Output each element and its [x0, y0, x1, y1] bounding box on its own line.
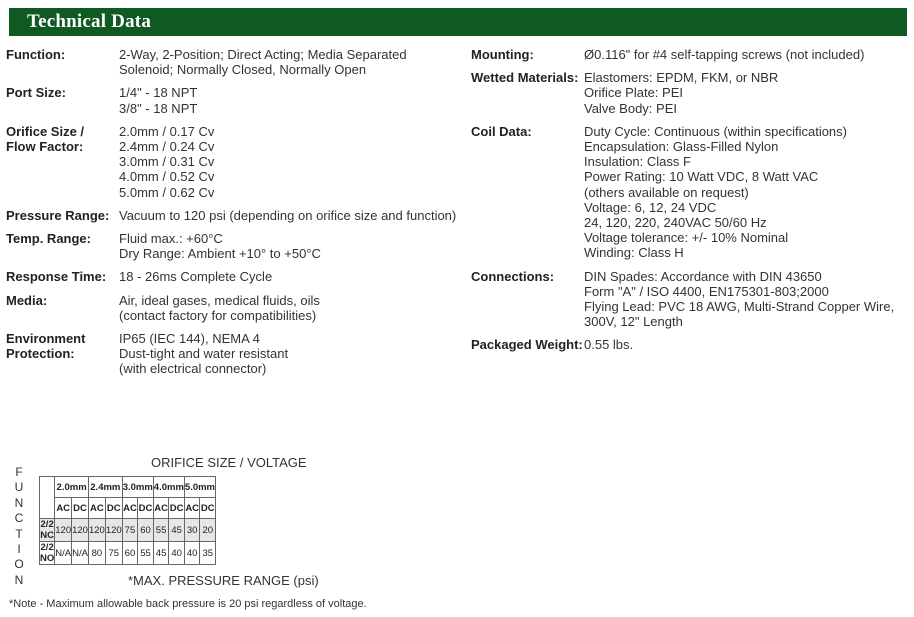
voltage-header: DC — [72, 498, 89, 519]
voltage-header: DC — [138, 498, 154, 519]
voltage-header: DC — [169, 498, 185, 519]
table-row — [40, 542, 216, 565]
spec-value-line: Orifice Plate: PEI — [584, 85, 683, 101]
spec-value-line: Valve Body: PEI — [584, 100, 677, 116]
pressure-value-cell: N/A — [55, 542, 72, 565]
spec-value-line: 0.55 lbs. — [584, 337, 634, 353]
spec-label — [6, 124, 119, 200]
spec-value-line: Dry Range: Ambient +10° to +50°C — [119, 246, 321, 262]
orifice-size-header: 2.0mm — [55, 477, 89, 498]
spec-value — [119, 331, 288, 377]
spec-value-line: (others available on request) — [584, 184, 749, 200]
spec-value-line: Voltage: 6, 12, 24 VDC — [584, 199, 717, 215]
function-letter: N — [14, 495, 24, 510]
orifice-size-header: 5.0mm — [184, 477, 215, 498]
table-corner-cell — [40, 477, 55, 519]
spec-value-line: 1/4" - 18 NPT — [119, 85, 198, 101]
pressure-value-cell: 120 — [88, 519, 105, 542]
pressure-value-cell: 75 — [122, 519, 138, 542]
spec-value — [584, 124, 847, 261]
spec-row — [6, 85, 461, 115]
pressure-value-cell: 120 — [105, 519, 122, 542]
function-letter: U — [14, 480, 24, 495]
spec-row — [6, 124, 461, 200]
voltage-header: AC — [88, 498, 105, 519]
spec-value-line: Vacuum to 120 psi (depending on orifice size and function) — [119, 207, 457, 223]
spec-value — [119, 47, 407, 77]
voltage-header: AC — [55, 498, 72, 519]
spec-row — [471, 337, 911, 352]
table-title: ORIFICE SIZE / VOLTAGE — [151, 455, 307, 470]
spec-label: Packaged Weight: — [471, 337, 583, 353]
spec-row — [6, 47, 461, 77]
spec-label: Function: — [6, 47, 66, 62]
spec-value — [119, 269, 272, 284]
spec-label: Temp. Range: — [6, 231, 91, 247]
spec-label: Coil Data: — [471, 123, 532, 139]
spec-value-line: 4.0mm / 0.52 Cv — [119, 169, 215, 185]
function-side-label — [13, 465, 25, 588]
spec-label: Connections: — [471, 268, 555, 284]
spec-column-right — [471, 47, 911, 361]
orifice-size-header: 2.4mm — [88, 477, 122, 498]
pressure-value-cell: N/A — [72, 542, 89, 565]
spec-row — [6, 231, 461, 261]
spec-label: Wetted Materials: — [471, 70, 579, 86]
function-letter: F — [15, 465, 23, 479]
spec-value-line: Form "A" / ISO 4400, EN175301-803;2000 — [584, 283, 829, 299]
function-letter: I — [17, 542, 21, 557]
spec-value-line: Encapsulation: Glass-Filled Nylon — [584, 139, 779, 155]
pressure-table — [39, 476, 216, 565]
spec-value-line: IP65 (IEC 144), NEMA 4 — [119, 331, 260, 347]
function-letter: O — [14, 557, 24, 572]
spec-label — [6, 331, 119, 377]
spec-value-line: Flying Lead: PVC 18 AWG, Multi-Strand Copper Wire, — [584, 299, 895, 315]
spec-value — [584, 269, 894, 330]
spec-value — [119, 85, 197, 115]
pressure-value-cell: 80 — [88, 542, 105, 565]
spec-value-line: Solenoid; Normally Closed, Normally Open — [119, 62, 367, 78]
spec-row — [471, 269, 911, 330]
spec-row — [6, 269, 461, 284]
spec-value-line: 5.0mm / 0.62 Cv — [119, 184, 215, 200]
spec-value — [584, 337, 633, 352]
function-label: 2/2 NC — [40, 519, 54, 541]
spec-value-line: 300V, 12" Length — [584, 314, 683, 330]
pressure-value-cell: 55 — [138, 542, 154, 565]
spec-value — [119, 293, 320, 323]
voltage-header: DC — [200, 498, 216, 519]
spec-value-line: 2.4mm / 0.24 Cv — [119, 139, 215, 155]
spec-label-line: Protection: — [6, 346, 75, 362]
spec-column-left — [6, 47, 461, 385]
pressure-value-cell: 40 — [184, 542, 200, 565]
spec-value-line: Power Rating: 10 Watt VDC, 8 Watt VAC — [584, 169, 819, 185]
spec-row — [471, 70, 911, 116]
voltage-header: DC — [105, 498, 122, 519]
pressure-value-cell: 30 — [184, 519, 200, 542]
pressure-value-cell: 120 — [55, 519, 72, 542]
pressure-value-cell: 120 — [72, 519, 89, 542]
pressure-value-cell: 60 — [138, 519, 154, 542]
pressure-value-cell: 35 — [200, 542, 216, 565]
section-header-bar — [9, 8, 907, 36]
spec-label-line: Flow Factor: — [6, 139, 84, 155]
spec-label: Pressure Range: — [6, 207, 110, 223]
spec-label: Mounting: — [471, 47, 534, 62]
spec-row — [471, 124, 911, 261]
function-letter: C — [14, 511, 24, 526]
spec-value-line: (with electrical connector) — [119, 361, 267, 377]
spec-value-line: Voltage tolerance: +/- 10% Nominal — [584, 230, 789, 246]
spec-row — [6, 331, 461, 377]
function-letter: T — [15, 526, 23, 541]
spec-value — [119, 231, 321, 261]
pressure-value-cell: 75 — [105, 542, 122, 565]
spec-value-line: Elastomers: EPDM, FKM, or NBR — [584, 70, 779, 86]
spec-value-line: Air, ideal gases, medical fluids, oils — [119, 292, 320, 308]
spec-value-line: Insulation: Class F — [584, 154, 691, 170]
pressure-value-cell: 55 — [153, 519, 169, 542]
voltage-header: AC — [122, 498, 138, 519]
size-header-row — [40, 477, 216, 498]
spec-value — [119, 124, 214, 200]
spec-value-line: Dust-tight and water resistant — [119, 346, 289, 362]
pressure-value-cell: 45 — [153, 542, 169, 565]
spec-value-line: 3.0mm / 0.31 Cv — [119, 154, 215, 170]
spec-value-line: 3/8" - 18 NPT — [119, 100, 198, 116]
table-footer: *MAX. PRESSURE RANGE (psi) — [128, 573, 319, 588]
spec-value-line: Fluid max.: +60°C — [119, 231, 223, 247]
spec-label: Port Size: — [6, 85, 66, 101]
spec-value-line: 2.0mm / 0.17 Cv — [119, 123, 215, 139]
spec-value-line: 2-Way, 2-Position; Direct Acting; Media Separated — [119, 47, 407, 62]
pressure-value-cell: 40 — [169, 542, 185, 565]
function-label: 2/2 NO — [40, 542, 55, 564]
voltage-header: AC — [153, 498, 169, 519]
function-letter: N — [14, 572, 24, 587]
pressure-value-cell: 20 — [200, 519, 216, 542]
orifice-size-header: 3.0mm — [122, 477, 153, 498]
spec-value-line: 24, 120, 220, 240VAC 50/60 Hz — [584, 215, 767, 231]
spec-label: Media: — [6, 292, 48, 308]
spec-value-line: Ø0.116" for #4 self-tapping screws (not included) — [584, 47, 865, 62]
spec-label-line: Environment — [6, 331, 86, 347]
spec-value-line: (contact factory for compatibilities) — [119, 307, 317, 323]
spec-value — [584, 47, 864, 62]
spec-value-line: Winding: Class H — [584, 245, 684, 261]
spec-value-line: DIN Spades: Accordance with DIN 43650 — [584, 268, 822, 284]
spec-value — [119, 208, 456, 223]
table-row — [40, 519, 216, 542]
orifice-size-header: 4.0mm — [153, 477, 184, 498]
spec-value-line: Duty Cycle: Continuous (within specifications) — [584, 123, 847, 139]
section-title: Technical Data — [27, 11, 152, 32]
spec-value-line: 18 - 26ms Complete Cycle — [119, 269, 273, 285]
spec-row — [471, 47, 911, 62]
spec-row — [6, 293, 461, 323]
voltage-header-row — [40, 498, 216, 519]
spec-row — [6, 208, 461, 223]
pressure-value-cell: 60 — [122, 542, 138, 565]
spec-label-line: Orifice Size / — [6, 123, 85, 139]
spec-label: Response Time: — [6, 269, 107, 285]
footnote: *Note - Maximum allowable back pressure is 20 psi regardless of voltage. — [9, 598, 367, 610]
spec-value — [584, 70, 778, 116]
voltage-header: AC — [184, 498, 200, 519]
pressure-value-cell: 45 — [169, 519, 185, 542]
